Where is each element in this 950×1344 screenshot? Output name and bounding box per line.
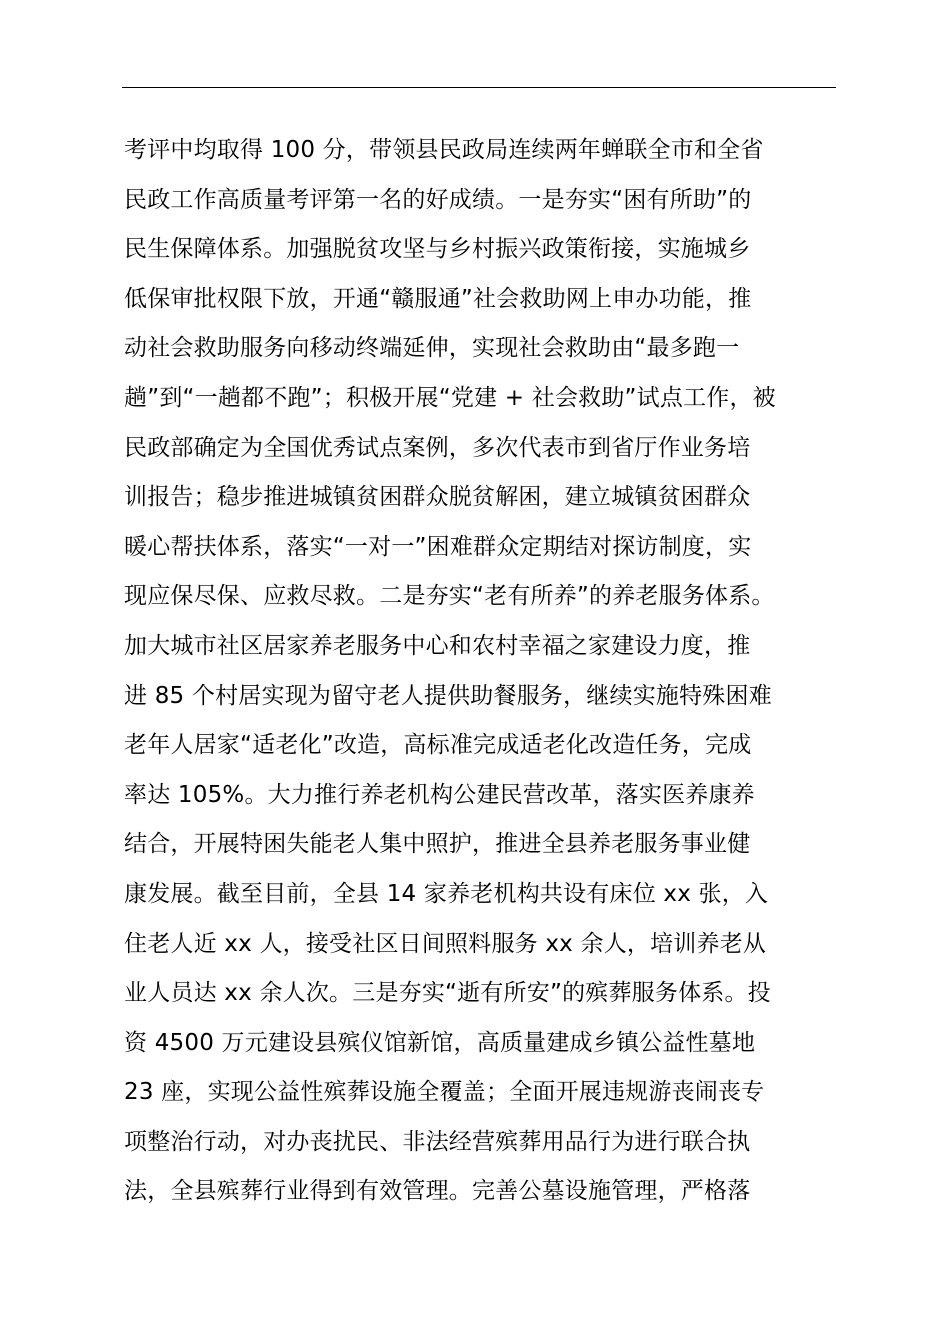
text-line: 住老人近 xx 人，接受社区日间照料服务 xx 余人，培训养老从 — [124, 930, 767, 957]
text-line: 民生保障体系。加强脱贫攻坚与乡村振兴政策衔接，实施城乡 — [124, 236, 751, 263]
text-line: 资 4500 万元建设县殡仪馆新馆，高质量建成乡镇公益性墓地 — [124, 1029, 756, 1056]
text-line: 暖心帮扶体系，落实“一对一”困难群众定期结对探访制度，实 — [124, 533, 752, 560]
text-line: 民政工作高质量考评第一名的好成绩。一是夯实“困有所助”的 — [124, 186, 752, 213]
text-line: 项整治行动，对办丧扰民、非法经营殡葬用品行为进行联合执 — [124, 1128, 751, 1155]
text-line: 趟”到“一趟都不跑”；积极开展“党建 + 社会救助”试点工作，被 — [124, 384, 776, 411]
text-line: 现应保尽保、应救尽救。二是夯实“老有所养”的养老服务体系。 — [124, 583, 775, 610]
text-line: 康发展。截至目前，全县 14 家养老机构共设有床位 xx 张，入 — [124, 880, 769, 907]
text-line: 民政部确定为全国优秀试点案例，多次代表市到省厅作业务培 — [124, 434, 751, 461]
text-line: 老年人居家“适老化”改造，高标准完成适老化改造任务，完成 — [124, 732, 752, 759]
text-line: 加大城市社区居家养老服务中心和农村幸福之家建设力度，推 — [124, 632, 751, 659]
text-line: 动社会救助服务向移动终端延伸，实现社会救助由“最多跑一 — [124, 335, 740, 362]
text-line: 业人员达 xx 余人次。三是夯实“逝有所安”的殡葬服务体系。投 — [124, 980, 771, 1007]
text-line: 率达 105%。大力推行养老机构公建民营改革，落实医养康养 — [124, 781, 755, 808]
text-line: 考评中均取得 100 分，带领县民政局连续两年蝉联全市和全省 — [124, 137, 764, 163]
header-rule — [122, 87, 836, 88]
text-line: 低保审批权限下放，开通“赣服通”社会救助网上申办功能，推 — [124, 285, 752, 312]
text-line: 训报告；稳步推进城镇贫困群众脱贫解困，建立城镇贫困群众 — [124, 484, 751, 511]
text-line: 结合，开展特困失能老人集中照护，推进全县养老服务事业健 — [124, 831, 751, 858]
text-line: 进 85 个村居实现为留守老人提供助餐服务，继续实施特殊困难 — [124, 682, 772, 709]
body-paragraph — [124, 126, 864, 1217]
text-line: 23 座，实现公益性殡葬设施全覆盖；全面开展违规游丧闹丧专 — [124, 1079, 765, 1106]
text-line: 法，全县殡葬行业得到有效管理。完善公墓设施管理，严格落 — [124, 1178, 751, 1205]
